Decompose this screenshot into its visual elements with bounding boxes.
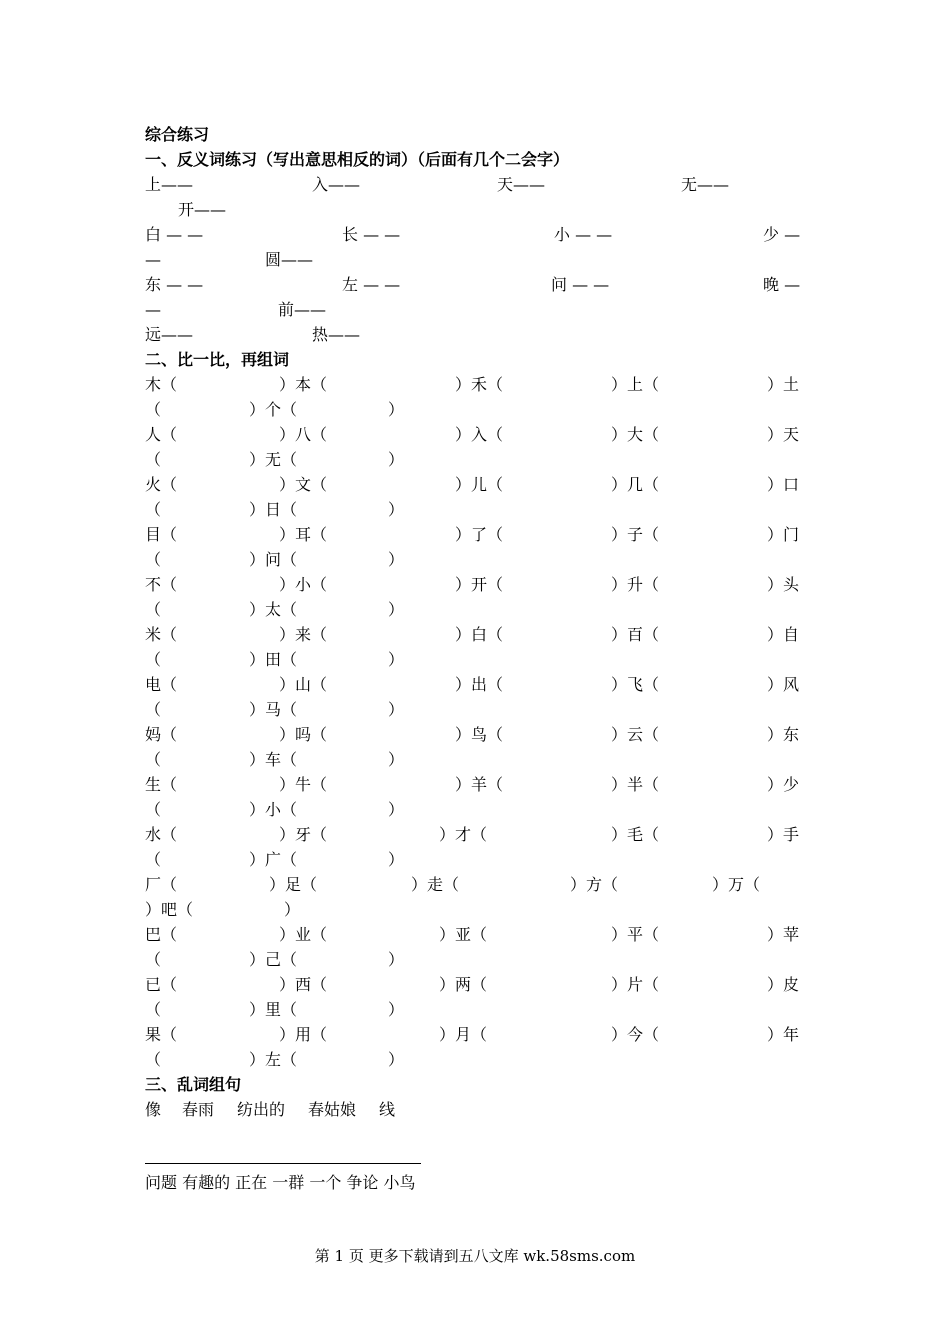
compare-cell: ）自 xyxy=(767,625,800,644)
compare-cell: （ xyxy=(145,800,162,819)
antonym-row-3 xyxy=(145,272,807,297)
compare-cell: ）无（ xyxy=(249,450,298,469)
compare-cell: 火（ xyxy=(145,475,178,494)
compare-cell: ）开（ xyxy=(455,575,504,594)
antonym-item: 晚 — xyxy=(763,275,801,294)
antonym-item: 入—— xyxy=(312,175,361,194)
compare-row xyxy=(145,672,807,697)
compare-row-wrap xyxy=(145,1047,807,1072)
compare-cell: ）子（ xyxy=(611,525,660,544)
compare-cell: ）月（ xyxy=(439,1025,488,1044)
compare-cell: 水（ xyxy=(145,825,178,844)
compare-row xyxy=(145,1022,807,1047)
compare-cell: ）左（ xyxy=(249,1050,298,1069)
compare-cell: ）马（ xyxy=(249,700,298,719)
word-chip: 春姑娘 xyxy=(308,1100,357,1119)
compare-row xyxy=(145,522,807,547)
compare-cell: ）儿（ xyxy=(455,475,504,494)
compare-cell: ）本（ xyxy=(279,375,328,394)
antonym-item: 圆—— xyxy=(265,250,314,269)
antonym-item: 开—— xyxy=(178,200,227,219)
compare-cell: （ xyxy=(145,700,162,719)
compare-cell: ）皮 xyxy=(767,975,800,994)
antonym-row-4 xyxy=(145,322,807,347)
compare-cell: ）八（ xyxy=(279,425,328,444)
antonym-item: 远—— xyxy=(145,325,194,344)
compare-cell: ）年 xyxy=(767,1025,800,1044)
compare-cell: 生（ xyxy=(145,775,178,794)
section3-heading: 三、乱词组句 xyxy=(145,1075,242,1094)
compare-cell: ）车（ xyxy=(249,750,298,769)
compare-cell: ） xyxy=(388,1000,405,1019)
compare-cell: ）入（ xyxy=(455,425,504,444)
compare-cell: ）业（ xyxy=(279,925,328,944)
compare-row-wrap xyxy=(145,497,807,522)
compare-cell: （ xyxy=(145,450,162,469)
section2-heading: 二、比一比，再组词 xyxy=(145,350,290,369)
compare-cell: （ xyxy=(145,400,162,419)
compare-cell: 果（ xyxy=(145,1025,178,1044)
compare-cell: ）天 xyxy=(767,425,800,444)
compare-cell: 不（ xyxy=(145,575,178,594)
compare-row-wrap xyxy=(145,847,807,872)
compare-row xyxy=(145,972,807,997)
compare-cell: ）苹 xyxy=(767,925,800,944)
compare-cell: ）牛（ xyxy=(279,775,328,794)
compare-cell: ）己（ xyxy=(249,950,298,969)
answer-line[interactable] xyxy=(145,1163,421,1164)
antonym-item: — xyxy=(145,300,161,319)
compare-word-list xyxy=(145,372,807,1072)
compare-cell: ）亚（ xyxy=(439,925,488,944)
compare-row-wrap xyxy=(145,647,807,672)
compare-cell: ）足（ xyxy=(269,875,318,894)
compare-cell: ） xyxy=(388,650,405,669)
compare-cell: ）万（ xyxy=(712,875,761,894)
compare-cell: （ xyxy=(145,750,162,769)
word-chip: 春雨 xyxy=(182,1100,215,1119)
compare-cell: ）走（ xyxy=(411,875,460,894)
compare-row xyxy=(145,872,807,897)
compare-row-wrap xyxy=(145,597,807,622)
compare-cell: ） xyxy=(284,900,301,919)
compare-cell: 巴（ xyxy=(145,925,178,944)
compare-cell: ）鸟（ xyxy=(455,725,504,744)
compare-cell: ）小（ xyxy=(279,575,328,594)
compare-cell: ）耳（ xyxy=(279,525,328,544)
compare-row xyxy=(145,372,807,397)
compare-cell: （ xyxy=(145,550,162,569)
compare-cell: 木（ xyxy=(145,375,178,394)
compare-cell: ）头 xyxy=(767,575,800,594)
compare-cell: （ xyxy=(145,650,162,669)
compare-cell: （ xyxy=(145,950,162,969)
compare-cell: ）吧（ xyxy=(145,900,194,919)
compare-cell: ）日（ xyxy=(249,500,298,519)
compare-row xyxy=(145,772,807,797)
compare-row xyxy=(145,922,807,947)
compare-row-wrap xyxy=(145,747,807,772)
compare-cell: ）手 xyxy=(767,825,800,844)
compare-cell: 妈（ xyxy=(145,725,178,744)
compare-row-wrap xyxy=(145,547,807,572)
antonym-item: 白 — — xyxy=(145,225,204,244)
compare-cell: ）土 xyxy=(767,375,800,394)
compare-cell: ）风 xyxy=(767,675,800,694)
compare-row-wrap xyxy=(145,897,807,922)
compare-cell: ）用（ xyxy=(279,1025,328,1044)
compare-cell: ）云（ xyxy=(611,725,660,744)
compare-row xyxy=(145,622,807,647)
compare-cell: ）白（ xyxy=(455,625,504,644)
compare-row-wrap xyxy=(145,447,807,472)
word-chip: 线 xyxy=(379,1100,396,1119)
antonym-item: 少 — xyxy=(763,225,801,244)
antonym-item: 热—— xyxy=(312,325,361,344)
compare-cell: ）个（ xyxy=(249,400,298,419)
compare-cell: ） xyxy=(388,850,405,869)
document-page xyxy=(145,122,807,1122)
compare-cell: ）东 xyxy=(767,725,800,744)
compare-row xyxy=(145,572,807,597)
compare-cell: ）上（ xyxy=(611,375,660,394)
compare-cell: ）太（ xyxy=(249,600,298,619)
compare-cell: ）羊（ xyxy=(455,775,504,794)
compare-cell: 米（ xyxy=(145,625,178,644)
compare-cell: ）广（ xyxy=(249,850,298,869)
compare-cell: ） xyxy=(388,400,405,419)
compare-row-wrap xyxy=(145,947,807,972)
compare-cell: ） xyxy=(388,600,405,619)
compare-cell: 电（ xyxy=(145,675,178,694)
compare-cell: 人（ xyxy=(145,425,178,444)
antonym-item: 问 — — xyxy=(551,275,610,294)
compare-cell: ） xyxy=(388,1050,405,1069)
compare-row xyxy=(145,722,807,747)
compare-cell: ）几（ xyxy=(611,475,660,494)
compare-cell: ）百（ xyxy=(611,625,660,644)
compare-cell: ） xyxy=(388,700,405,719)
compare-row xyxy=(145,472,807,497)
compare-cell: 目（ xyxy=(145,525,178,544)
antonym-item: 长 — — xyxy=(342,225,401,244)
compare-cell: ）门 xyxy=(767,525,800,544)
compare-cell: ）少 xyxy=(767,775,800,794)
compare-cell: ） xyxy=(388,750,405,769)
compare-cell: ）片（ xyxy=(611,975,660,994)
compare-cell: ）西（ xyxy=(279,975,328,994)
document-title: 综合练习 xyxy=(145,125,210,144)
compare-cell: ） xyxy=(388,500,405,519)
antonym-row-2 xyxy=(145,222,807,247)
compare-row-wrap xyxy=(145,697,807,722)
antonym-row-3-wrap xyxy=(145,297,807,322)
page-footer: 第 1 页 更多下载请到五八文库 wk.58sms.com xyxy=(314,1247,636,1265)
compare-cell: ）山（ xyxy=(279,675,328,694)
compare-cell: （ xyxy=(145,1050,162,1069)
compare-row xyxy=(145,422,807,447)
compare-cell: 已（ xyxy=(145,975,178,994)
antonym-item: 天—— xyxy=(497,175,546,194)
compare-cell: ）两（ xyxy=(439,975,488,994)
compare-cell: ）大（ xyxy=(611,425,660,444)
antonym-row-1-wrap xyxy=(145,197,807,222)
compare-cell: ）田（ xyxy=(249,650,298,669)
compare-cell: ）出（ xyxy=(455,675,504,694)
sentence-question-1 xyxy=(145,1097,807,1122)
antonym-item: 前—— xyxy=(278,300,327,319)
antonym-item: 上—— xyxy=(145,175,194,194)
compare-row xyxy=(145,822,807,847)
compare-cell: ）里（ xyxy=(249,1000,298,1019)
compare-row-wrap xyxy=(145,997,807,1022)
compare-cell: ）才（ xyxy=(439,825,488,844)
compare-cell: ）牙（ xyxy=(279,825,328,844)
compare-cell: ）文（ xyxy=(279,475,328,494)
compare-cell: ）口 xyxy=(767,475,800,494)
compare-cell: （ xyxy=(145,850,162,869)
compare-cell: ）平（ xyxy=(611,925,660,944)
compare-cell: ）方（ xyxy=(570,875,619,894)
compare-cell: ）飞（ xyxy=(611,675,660,694)
section1-heading: 一、反义词练习（写出意思相反的词）（后面有几个二会字） xyxy=(145,150,570,169)
compare-cell: ）了（ xyxy=(455,525,504,544)
antonym-item: 左 — — xyxy=(342,275,401,294)
antonym-item: 小 — — xyxy=(554,225,613,244)
compare-cell: ）半（ xyxy=(611,775,660,794)
antonym-item: 东 — — xyxy=(145,275,204,294)
compare-cell: ）今（ xyxy=(611,1025,660,1044)
compare-row-wrap xyxy=(145,397,807,422)
compare-cell: （ xyxy=(145,500,162,519)
compare-cell: ）小（ xyxy=(249,800,298,819)
compare-cell: ） xyxy=(388,550,405,569)
compare-cell: ） xyxy=(388,950,405,969)
compare-cell: 厂（ xyxy=(145,875,178,894)
compare-cell: ）吗（ xyxy=(279,725,328,744)
word-chip: 像 xyxy=(145,1100,162,1119)
compare-cell: ） xyxy=(388,800,405,819)
compare-cell: ）来（ xyxy=(279,625,328,644)
antonym-row-2-wrap xyxy=(145,247,807,272)
compare-cell: ）禾（ xyxy=(455,375,504,394)
compare-cell: ）问（ xyxy=(249,550,298,569)
compare-cell: （ xyxy=(145,600,162,619)
compare-row-wrap xyxy=(145,797,807,822)
compare-cell: ）毛（ xyxy=(611,825,660,844)
antonym-row-1 xyxy=(145,172,807,197)
compare-cell: （ xyxy=(145,1000,162,1019)
compare-cell: ） xyxy=(388,450,405,469)
sentence-question-2: 问题 有趣的 正在 一群 一个 争论 小鸟 xyxy=(145,1173,416,1192)
word-chip: 纺出的 xyxy=(237,1100,286,1119)
antonym-item: 无—— xyxy=(681,175,730,194)
antonym-item: — xyxy=(145,250,161,269)
compare-cell: ）升（ xyxy=(611,575,660,594)
